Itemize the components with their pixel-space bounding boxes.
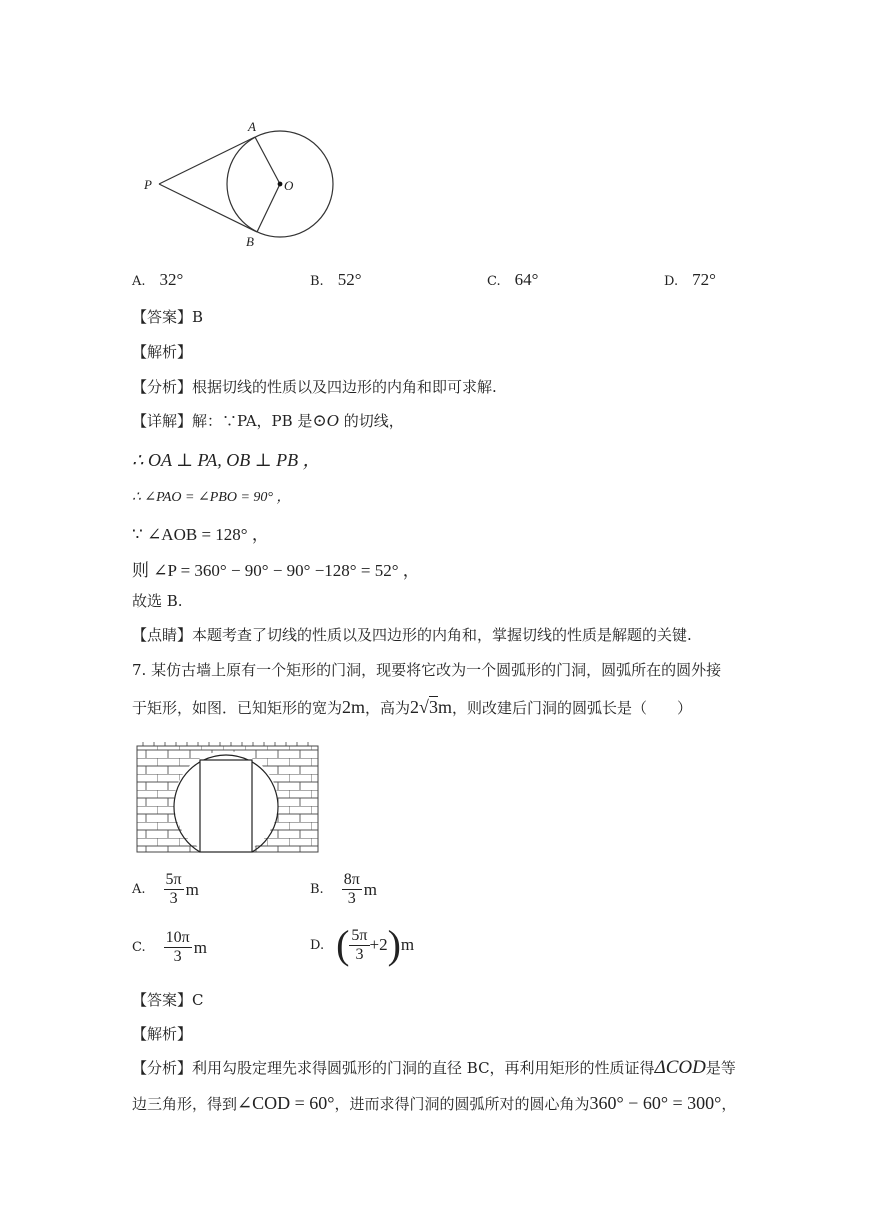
unit: m [185, 879, 199, 899]
right-paren: ) [387, 922, 401, 967]
center-dot [278, 182, 283, 187]
option-value: 72° [692, 270, 716, 289]
q6-line2: ∴ ∠PAO = ∠PBO = 90° ， [132, 490, 291, 505]
width-value: 2m [342, 697, 366, 717]
circle-o-symbol: ⊙O [312, 411, 339, 430]
option-label: A. [132, 274, 146, 289]
radius-oa [255, 137, 280, 184]
q7-option-b [310, 871, 377, 908]
q6-line1: ∴ OA ⊥ PA, OB ⊥ PB ， [132, 450, 321, 470]
unit: m [193, 937, 207, 957]
fraction [342, 871, 362, 908]
fenxi-text-a: 【分析】利用勾股定理先求得圆弧形的门洞的直径 BC，再利用矩形的性质证得 [132, 1059, 655, 1077]
sqrt-symbol: √ [419, 697, 429, 717]
tangent-pa [159, 137, 255, 184]
numerator: 5π [165, 871, 182, 888]
height-radicand: 3 [428, 697, 438, 717]
q6-answer: 【答案】B [132, 308, 204, 326]
angle-cod: ∠COD = 60° [237, 1093, 335, 1113]
left-paren: ( [336, 922, 350, 967]
denominator: 3 [169, 890, 178, 907]
triangle-cod: ΔCOD [654, 1057, 706, 1078]
numerator: 8π [343, 871, 360, 888]
q6-option-a [132, 270, 183, 290]
denominator: 3 [347, 890, 356, 907]
unit: m [400, 935, 415, 954]
central-angle: 360° − 60° = 300° [589, 1093, 722, 1113]
q7-fenxi-line2 [132, 1093, 736, 1114]
q6-analysis-title: 【解析】 [132, 343, 193, 361]
denominator: 3 [173, 948, 182, 965]
option-label: D. [310, 937, 325, 953]
detail-suffix: 的切线， [338, 412, 404, 430]
fenxi-text-c: ， [721, 1095, 737, 1113]
q6-comment: 【点睛】本题考查了切线的性质以及四边形的内角和，掌握切线的性质是解题的关键. [132, 626, 692, 644]
height-coef: 2 [410, 697, 420, 717]
option-label: A. [132, 882, 146, 897]
option-value: 52° [337, 270, 362, 289]
label-a: A [248, 119, 256, 134]
label-o: O [284, 178, 294, 193]
stem-text-a: 于矩形，如图．已知矩形的宽为 [132, 699, 343, 717]
q7-analysis-title: 【解析】 [132, 1025, 193, 1043]
q7-option-c [132, 929, 207, 966]
fenxi-text-a: 边三角形，得到 [132, 1095, 238, 1113]
fraction [164, 871, 184, 908]
q7-option-a [132, 871, 199, 908]
label-b: B [246, 234, 254, 249]
q6-line3: ∵ ∠AOB = 128° ， [132, 525, 269, 544]
q6-option-c [487, 270, 538, 290]
unit: m [363, 879, 377, 899]
option-label: B. [310, 882, 324, 897]
door-rectangle [200, 760, 252, 852]
option-label: D. [664, 274, 679, 289]
q7-answer: 【答案】C [132, 991, 204, 1009]
q6-detail [132, 410, 404, 431]
numerator: 5π [351, 926, 368, 944]
fraction [164, 929, 192, 966]
q6-option-d [664, 270, 716, 290]
detail-prefix: 【详解】解：∵PA，PB 是 [132, 412, 313, 430]
q7-fenxi-line1 [132, 1057, 736, 1079]
wall-top-ticks [143, 742, 308, 746]
q6-choose: 故选 B. [132, 592, 183, 610]
fraction [349, 927, 369, 964]
fenxi-text-b: ，进而求得门洞的圆弧所对的圆心角为 [334, 1095, 590, 1113]
fenxi-text-b: 是等 [705, 1059, 736, 1077]
denominator: 3 [355, 945, 364, 963]
q6-option-b [310, 270, 362, 290]
tangent-circle-figure [140, 110, 370, 260]
option-label: B. [310, 274, 324, 289]
stem-text-c: ，则改建后门洞的圆弧长是（ ） [451, 699, 692, 717]
brick-wall-figure [135, 742, 320, 854]
tangent-pb [159, 184, 257, 232]
q7-option-d [310, 922, 415, 967]
option-value: 64° [514, 270, 539, 289]
q7-stem-line1: 7. 某仿古墙上原有一个矩形的门洞，现要将它改为一个圆弧形的门洞，圆弧所在的圆外接 [132, 661, 722, 679]
radius-ob [257, 184, 280, 232]
option-value: 32° [159, 270, 184, 289]
stem-text-b: ，高为 [365, 699, 411, 717]
q6-line4: 则 ∠P = 360° − 90° − 90° −128° = 52° ， [132, 561, 420, 580]
option-label: C. [487, 274, 501, 289]
numerator: 10π [165, 929, 190, 946]
label-p: P [144, 177, 152, 192]
plus-term: +2 [369, 935, 388, 954]
q7-stem-line2 [132, 697, 692, 718]
height-value [410, 696, 452, 717]
q6-fenxi: 【分析】根据切线的性质以及四边形的内角和即可求解. [132, 378, 497, 396]
option-label: C. [132, 940, 146, 955]
height-unit: m [437, 697, 452, 717]
